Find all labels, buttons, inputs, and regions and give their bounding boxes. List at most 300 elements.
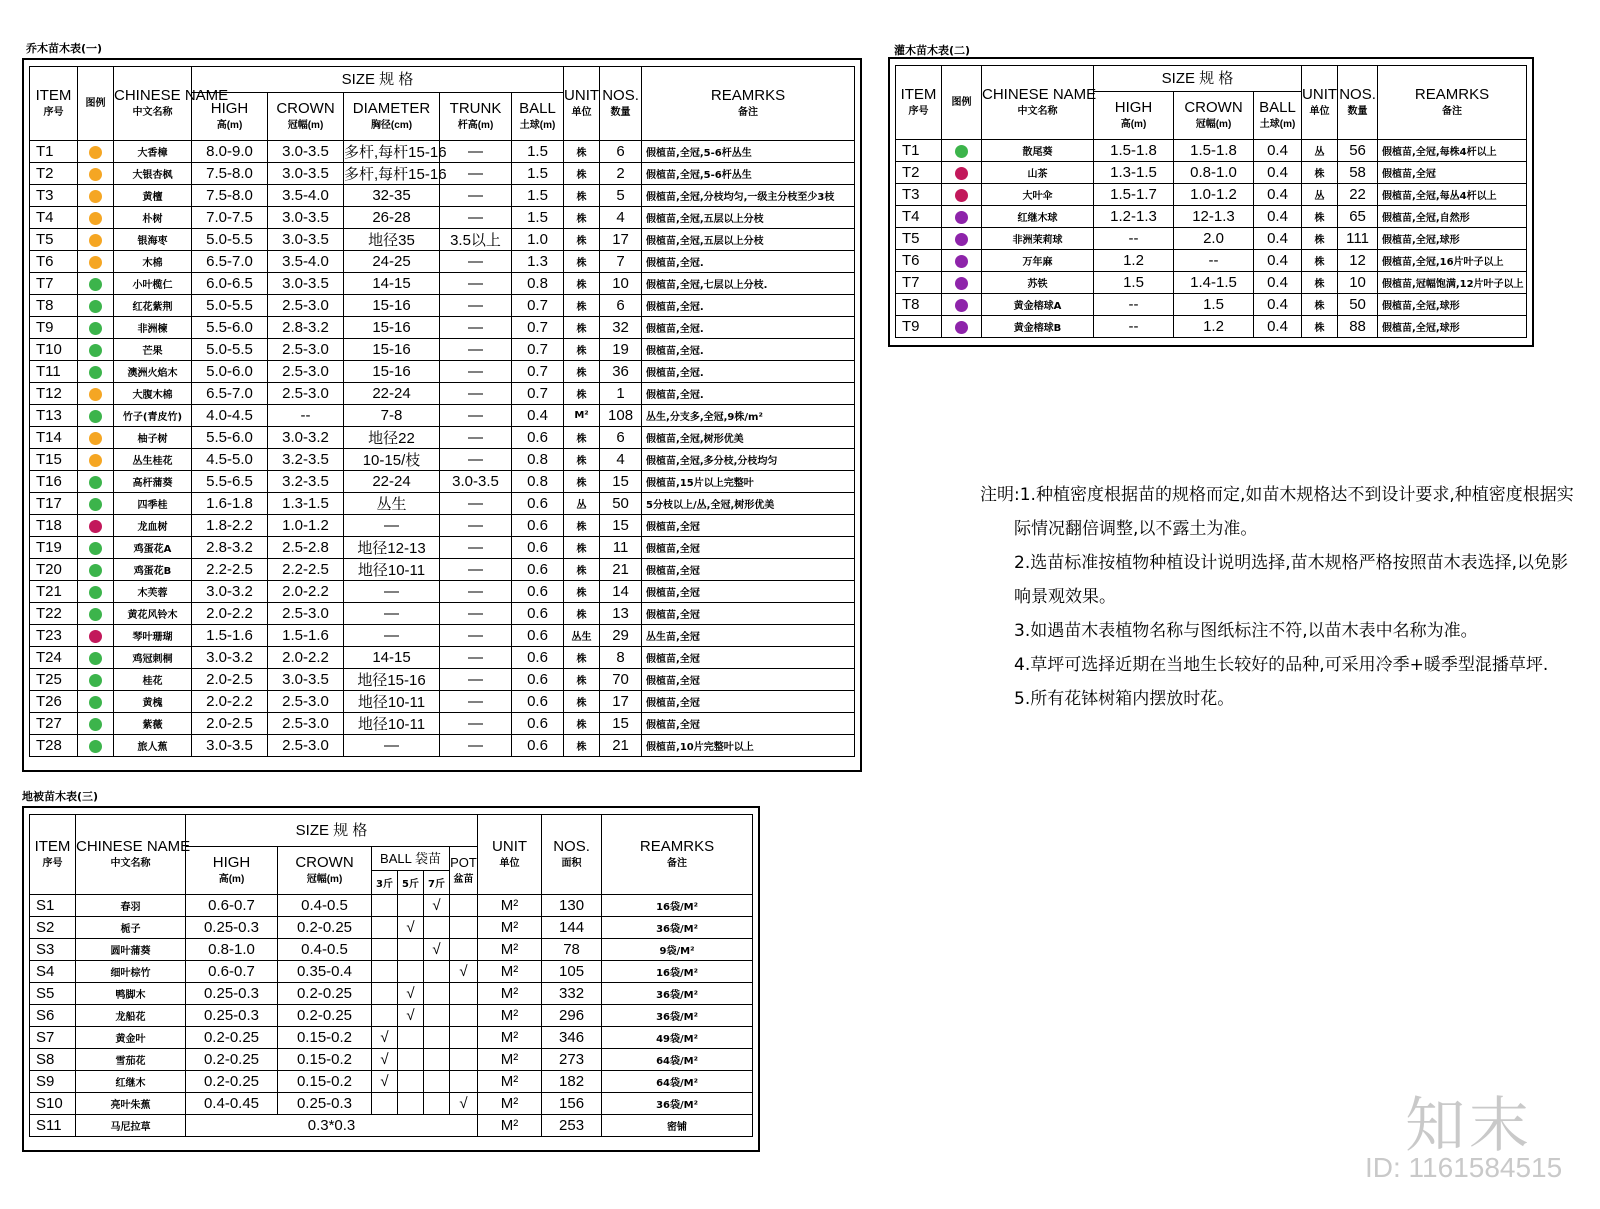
name-cell: 马尼拉草 [76,1115,186,1137]
trunk-cell: — [440,185,512,207]
remarks-cell: 假植苗,全冠,树形优美 [642,427,855,449]
unit-cell: 株 [564,317,600,339]
plant-symbol-icon [89,564,102,577]
table-row [30,273,855,295]
plant-symbol-icon [89,278,102,291]
trunk-cell: — [440,427,512,449]
item-cell: T20 [30,559,78,581]
high-cell: 2.0-2.2 [192,691,268,713]
high-cell: 5.0-5.5 [192,295,268,317]
table-row [896,316,1527,338]
ball-3jin-cell [372,1093,398,1115]
diameter-cell: — [344,581,440,603]
crown-cell: 0.25-0.3 [278,1093,372,1115]
unit-cell: 株 [1302,228,1338,250]
trunk-cell: — [440,669,512,691]
trunk-cell: — [440,449,512,471]
name-cell: 大银杏枫 [114,163,192,185]
diameter-cell: 地径35 [344,229,440,251]
legend-cell [942,140,982,162]
t3-ball-7jin-header: 7斤 [424,871,450,895]
high-cell: 4.0-4.5 [192,405,268,427]
t1-remarks-header: REAMRKS 备注 [642,67,855,141]
trunk-cell: — [440,493,512,515]
trunk-cell: 3.5以上 [440,229,512,251]
ball-5jin-cell: √ [398,917,424,939]
nos-cell: 144 [542,917,602,939]
name-cell: 丛生桂花 [114,449,192,471]
nos-cell: 182 [542,1071,602,1093]
legend-cell [78,185,114,207]
crown-cell: 0.15-0.2 [278,1049,372,1071]
plant-symbol-icon [955,299,968,312]
plant-symbol-icon [89,366,102,379]
ball-cell: 1.5 [512,163,564,185]
name-cell: 小叶榄仁 [114,273,192,295]
remarks-cell: 假植苗,全冠 [642,713,855,735]
ball-5jin-cell [398,1049,424,1071]
table-row [30,361,855,383]
ball-cell: 0.6 [512,559,564,581]
item-cell: T19 [30,537,78,559]
crown-cell: 1.3-1.5 [268,493,344,515]
unit-cell: 株 [564,383,600,405]
table-row [896,228,1527,250]
legend-cell [78,449,114,471]
diameter-cell: — [344,515,440,537]
diameter-cell: 地径15-16 [344,669,440,691]
unit-cell: 株 [564,559,600,581]
name-cell: 鸡冠刺桐 [114,647,192,669]
ball-cell: 0.6 [512,427,564,449]
high-cell: 3.0-3.2 [192,581,268,603]
remarks-cell: 64袋/M² [602,1071,753,1093]
item-cell: T8 [30,295,78,317]
nos-cell: 111 [1338,228,1378,250]
unit-cell: M² [478,895,542,917]
remarks-cell: 假植苗,全冠,自然形 [1378,206,1527,228]
name-cell: 圆叶蒲葵 [76,939,186,961]
trunk-cell: — [440,581,512,603]
unit-cell: 株 [1302,294,1338,316]
table-row [30,895,753,917]
remarks-cell: 假植苗,全冠,每株4杆以上 [1378,140,1527,162]
name-cell: 大叶伞 [982,184,1094,206]
trunk-cell: 3.0-3.5 [440,471,512,493]
name-cell: 木棉 [114,251,192,273]
trunk-cell: — [440,383,512,405]
unit-cell: 丛 [564,493,600,515]
table-row [30,1071,753,1093]
table2-frame [888,57,1534,347]
nos-cell: 14 [600,581,642,603]
t1-unit-header: UNIT 单位 [564,67,600,141]
table-row [30,581,855,603]
name-cell: 红花紫荆 [114,295,192,317]
remarks-cell: 9袋/M² [602,939,753,961]
name-cell: 黄槐 [114,691,192,713]
ball-cell: 0.6 [512,515,564,537]
plant-symbol-icon [89,322,102,335]
plant-symbol-icon [955,145,968,158]
item-cell: T11 [30,361,78,383]
ball-7jin-cell: √ [424,895,450,917]
name-cell: 春羽 [76,895,186,917]
item-cell: S9 [30,1071,76,1093]
table-row [30,1005,753,1027]
crown-cell: 3.2-3.5 [268,471,344,493]
pot-cell [450,917,478,939]
pot-cell: √ [450,961,478,983]
table-row [896,184,1527,206]
t3-name-header: CHINESE NAME 中文名称 [76,815,186,895]
plant-symbol-icon [89,256,102,269]
ball-cell: 1.5 [512,141,564,163]
nos-cell: 50 [600,493,642,515]
crown-cell: 2.2-2.5 [268,559,344,581]
nos-cell: 2 [600,163,642,185]
plant-symbol-icon [89,696,102,709]
legend-cell [78,251,114,273]
crown-cell: 0.8-1.0 [1174,162,1254,184]
remarks-cell: 假植苗,全冠. [642,383,855,405]
t1-crown-header: CROWN 冠幅(m) [268,93,344,141]
t3-ball-header: BALL 袋苗 [372,847,450,871]
remarks-cell: 64袋/M² [602,1049,753,1071]
tree-table [29,66,855,757]
name-cell: 散尾葵 [982,140,1094,162]
plant-symbol-icon [89,498,102,511]
name-cell: 亮叶朱蕉 [76,1093,186,1115]
ball-cell: 0.7 [512,295,564,317]
nos-cell: 6 [600,427,642,449]
diameter-cell: 地径10-11 [344,559,440,581]
nos-cell: 50 [1338,294,1378,316]
item-cell: T3 [896,184,942,206]
remarks-cell: 假植苗,全冠. [642,361,855,383]
high-cell: 0.8-1.0 [186,939,278,961]
remarks-cell: 密铺 [602,1115,753,1137]
high-cell: 5.0-6.0 [192,361,268,383]
t3-item-header: ITEM 序号 [30,815,76,895]
remarks-cell: 假植苗,全冠 [642,691,855,713]
crown-cell: 1.0-1.2 [1174,184,1254,206]
legend-cell [942,316,982,338]
ball-5jin-cell [398,939,424,961]
name-cell: 木芙蓉 [114,581,192,603]
item-cell: T2 [30,163,78,185]
ball-3jin-cell: √ [372,1049,398,1071]
ball-cell: 0.6 [512,713,564,735]
crown-cell: 1.0-1.2 [268,515,344,537]
crown-cell: 1.5 [1174,294,1254,316]
legend-cell [942,206,982,228]
high-cell: 1.5-1.8 [1094,140,1174,162]
table-row [30,1027,753,1049]
name-cell: 朴树 [114,207,192,229]
item-cell: T16 [30,471,78,493]
high-cell: 2.8-3.2 [192,537,268,559]
table-row [30,141,855,163]
table-row [30,449,855,471]
ball-3jin-cell [372,939,398,961]
t1-size-header: SIZE 规 格 [192,67,564,93]
watermark-id: ID: 1161584515 [1365,1152,1563,1183]
nos-cell: 346 [542,1027,602,1049]
crown-cell: 3.0-3.5 [268,141,344,163]
high-cell: 2.2-2.5 [192,559,268,581]
high-cell: 7.5-8.0 [192,163,268,185]
high-cell: 6.0-6.5 [192,273,268,295]
trunk-cell: — [440,163,512,185]
unit-cell: 株 [564,339,600,361]
legend-cell [78,339,114,361]
ball-5jin-cell [398,961,424,983]
trunk-cell: — [440,713,512,735]
item-cell: S4 [30,961,76,983]
high-cell: 0.2-0.25 [186,1027,278,1049]
legend-cell [78,625,114,647]
pot-cell [450,1049,478,1071]
high-cell: 5.5-6.5 [192,471,268,493]
name-cell: 旅人蕉 [114,735,192,757]
remarks-cell: 36袋/M² [602,983,753,1005]
plant-symbol-icon [955,189,968,202]
crown-cell: 1.4-1.5 [1174,272,1254,294]
high-cell: 7.0-7.5 [192,207,268,229]
item-cell: T21 [30,581,78,603]
shrub-table [895,65,1527,338]
crown-cell: 2.8-3.2 [268,317,344,339]
table-row [30,471,855,493]
nos-cell: 10 [1338,272,1378,294]
trunk-cell: — [440,537,512,559]
ball-cell: 0.4 [1254,228,1302,250]
diameter-cell: 15-16 [344,361,440,383]
diameter-cell: 22-24 [344,471,440,493]
table-row [30,229,855,251]
unit-cell: 丛 [1302,184,1338,206]
ball-cell: 0.4 [1254,294,1302,316]
legend-cell [942,162,982,184]
name-cell: 黄金榕球B [982,316,1094,338]
trunk-cell: — [440,251,512,273]
legend-cell [78,207,114,229]
item-cell: T4 [896,206,942,228]
ball-cell: 0.4 [1254,140,1302,162]
crown-cell: 1.5-1.6 [268,625,344,647]
trunk-cell: — [440,735,512,757]
crown-cell: 3.5-4.0 [268,251,344,273]
legend-cell [78,493,114,515]
item-cell: T15 [30,449,78,471]
crown-cell: 3.0-3.5 [268,669,344,691]
table-row [30,405,855,427]
high-cell: 0.6-0.7 [186,895,278,917]
t1-trunk-header: TRUNK 杆高(m) [440,93,512,141]
legend-cell [78,669,114,691]
high-cell: 1.5-1.7 [1094,184,1174,206]
item-cell: S8 [30,1049,76,1071]
name-cell: 琴叶珊瑚 [114,625,192,647]
item-cell: T5 [30,229,78,251]
nos-cell: 156 [542,1093,602,1115]
remarks-cell: 36袋/M² [602,1093,753,1115]
trunk-cell: — [440,559,512,581]
remarks-cell: 16袋/M² [602,961,753,983]
plant-symbol-icon [89,608,102,621]
trunk-cell: — [440,625,512,647]
t1-ball-header: BALL 土球(m) [512,93,564,141]
item-cell: T8 [896,294,942,316]
pot-cell: √ [450,1093,478,1115]
diameter-cell: 14-15 [344,273,440,295]
item-cell: T3 [30,185,78,207]
legend-cell [78,471,114,493]
table-row [30,493,855,515]
crown-cell: 3.0-3.2 [268,427,344,449]
unit-cell: 株 [564,273,600,295]
plant-symbol-icon [89,476,102,489]
name-cell: 竹子(青皮竹) [114,405,192,427]
legend-cell [78,427,114,449]
table-row [30,427,855,449]
item-cell: T7 [30,273,78,295]
plant-symbol-icon [89,168,102,181]
t2-high-header: HIGH 高(m) [1094,92,1174,140]
note-4: 4.草坪可选择近期在当地生长较好的品种,可采用冷季+暖季型混播草坪. [1014,655,1549,675]
plant-symbol-icon [955,255,968,268]
crown-cell: 0.2-0.25 [278,1005,372,1027]
legend-cell [78,559,114,581]
item-cell: T9 [896,316,942,338]
remarks-cell: 49袋/M² [602,1027,753,1049]
crown-cell: 0.15-0.2 [278,1027,372,1049]
plant-symbol-icon [89,652,102,665]
plant-symbol-icon [89,432,102,445]
diameter-cell: 地径10-11 [344,691,440,713]
ball-cell: 1.5 [512,185,564,207]
ball-3jin-cell [372,1005,398,1027]
nos-cell: 6 [600,141,642,163]
name-cell: 澳洲火焰木 [114,361,192,383]
nos-cell: 15 [600,471,642,493]
ball-cell: 0.6 [512,625,564,647]
diameter-cell: 地径12-13 [344,537,440,559]
item-cell: S1 [30,895,76,917]
name-cell: 鸭脚木 [76,983,186,1005]
legend-cell [78,383,114,405]
pot-cell [450,895,478,917]
nos-cell: 22 [1338,184,1378,206]
unit-cell: M² [478,939,542,961]
remarks-cell: 假植苗,全冠 [642,537,855,559]
high-cell: 6.5-7.0 [192,383,268,405]
trunk-cell: — [440,141,512,163]
name-cell: 柚子树 [114,427,192,449]
diameter-cell: 丛生 [344,493,440,515]
name-cell: 山茶 [982,162,1094,184]
name-cell: 芒果 [114,339,192,361]
item-cell: S10 [30,1093,76,1115]
name-cell: 红继木 [76,1071,186,1093]
table-row [30,603,855,625]
plant-symbol-icon [89,300,102,313]
remarks-cell: 假植苗,全冠. [642,251,855,273]
ball-7jin-cell [424,1093,450,1115]
plant-symbol-icon [955,211,968,224]
item-cell: T13 [30,405,78,427]
legend-cell [942,250,982,272]
plant-symbol-icon [89,674,102,687]
diameter-cell: 7-8 [344,405,440,427]
remarks-cell: 假植苗,全冠,5-6杆丛生 [642,163,855,185]
name-cell: 高杆蒲葵 [114,471,192,493]
remarks-cell: 假植苗,全冠 [642,603,855,625]
ball-cell: 0.4 [1254,184,1302,206]
remarks-cell: 丛生,分支多,全冠,9株/m² [642,405,855,427]
crown-cell: 0.4-0.5 [278,895,372,917]
name-cell: 栀子 [76,917,186,939]
unit-cell: M² [478,961,542,983]
high-cell: 5.5-6.0 [192,427,268,449]
remarks-cell: 假植苗,全冠,多分枝,分枝均匀 [642,449,855,471]
name-cell: 万年麻 [982,250,1094,272]
t3-ball-3jin-header: 3斤 [372,871,398,895]
remarks-cell: 假植苗,全冠 [1378,162,1527,184]
nos-cell: 8 [600,647,642,669]
unit-cell: 株 [1302,272,1338,294]
item-cell: T23 [30,625,78,647]
plant-symbol-icon [89,344,102,357]
unit-cell: 株 [564,691,600,713]
nos-cell: 29 [600,625,642,647]
high-cell: 1.2-1.3 [1094,206,1174,228]
ball-7jin-cell [424,1071,450,1093]
legend-cell [942,272,982,294]
table1-title: 乔木苗木表(一) [26,42,103,55]
t3-ball-5jin-header: 5斤 [398,871,424,895]
high-cell: 1.5 [1094,272,1174,294]
notes [980,478,1580,716]
item-cell: T25 [30,669,78,691]
remarks-cell: 假植苗,全冠,五层以上分枝 [642,207,855,229]
unit-cell: M² [478,1005,542,1027]
ball-5jin-cell [398,1093,424,1115]
unit-cell: 株 [564,251,600,273]
name-cell: 龙船花 [76,1005,186,1027]
t2-crown-header: CROWN 冠幅(m) [1174,92,1254,140]
ball-5jin-cell [398,895,424,917]
note-3: 3.如遇苗木表植物名称与图纸标注不符,以苗木表中名称为准。 [1014,621,1478,641]
t2-ball-header: BALL 土球(m) [1254,92,1302,140]
table3-frame [22,806,760,1152]
crown-cell: 3.0-3.5 [268,207,344,229]
name-cell: 黄檀 [114,185,192,207]
table-row [896,140,1527,162]
table-row [30,647,855,669]
unit-cell: M² [478,1027,542,1049]
nos-cell: 4 [600,207,642,229]
table-row [30,295,855,317]
ball-cell: 0.7 [512,317,564,339]
item-cell: S7 [30,1027,76,1049]
t1-nos-header: NOS. 数量 [600,67,642,141]
crown-cell: 2.0 [1174,228,1254,250]
remarks-cell: 假植苗,全冠 [642,559,855,581]
t3-nos-header: NOS. 面积 [542,815,602,895]
ball-cell: 0.6 [512,603,564,625]
